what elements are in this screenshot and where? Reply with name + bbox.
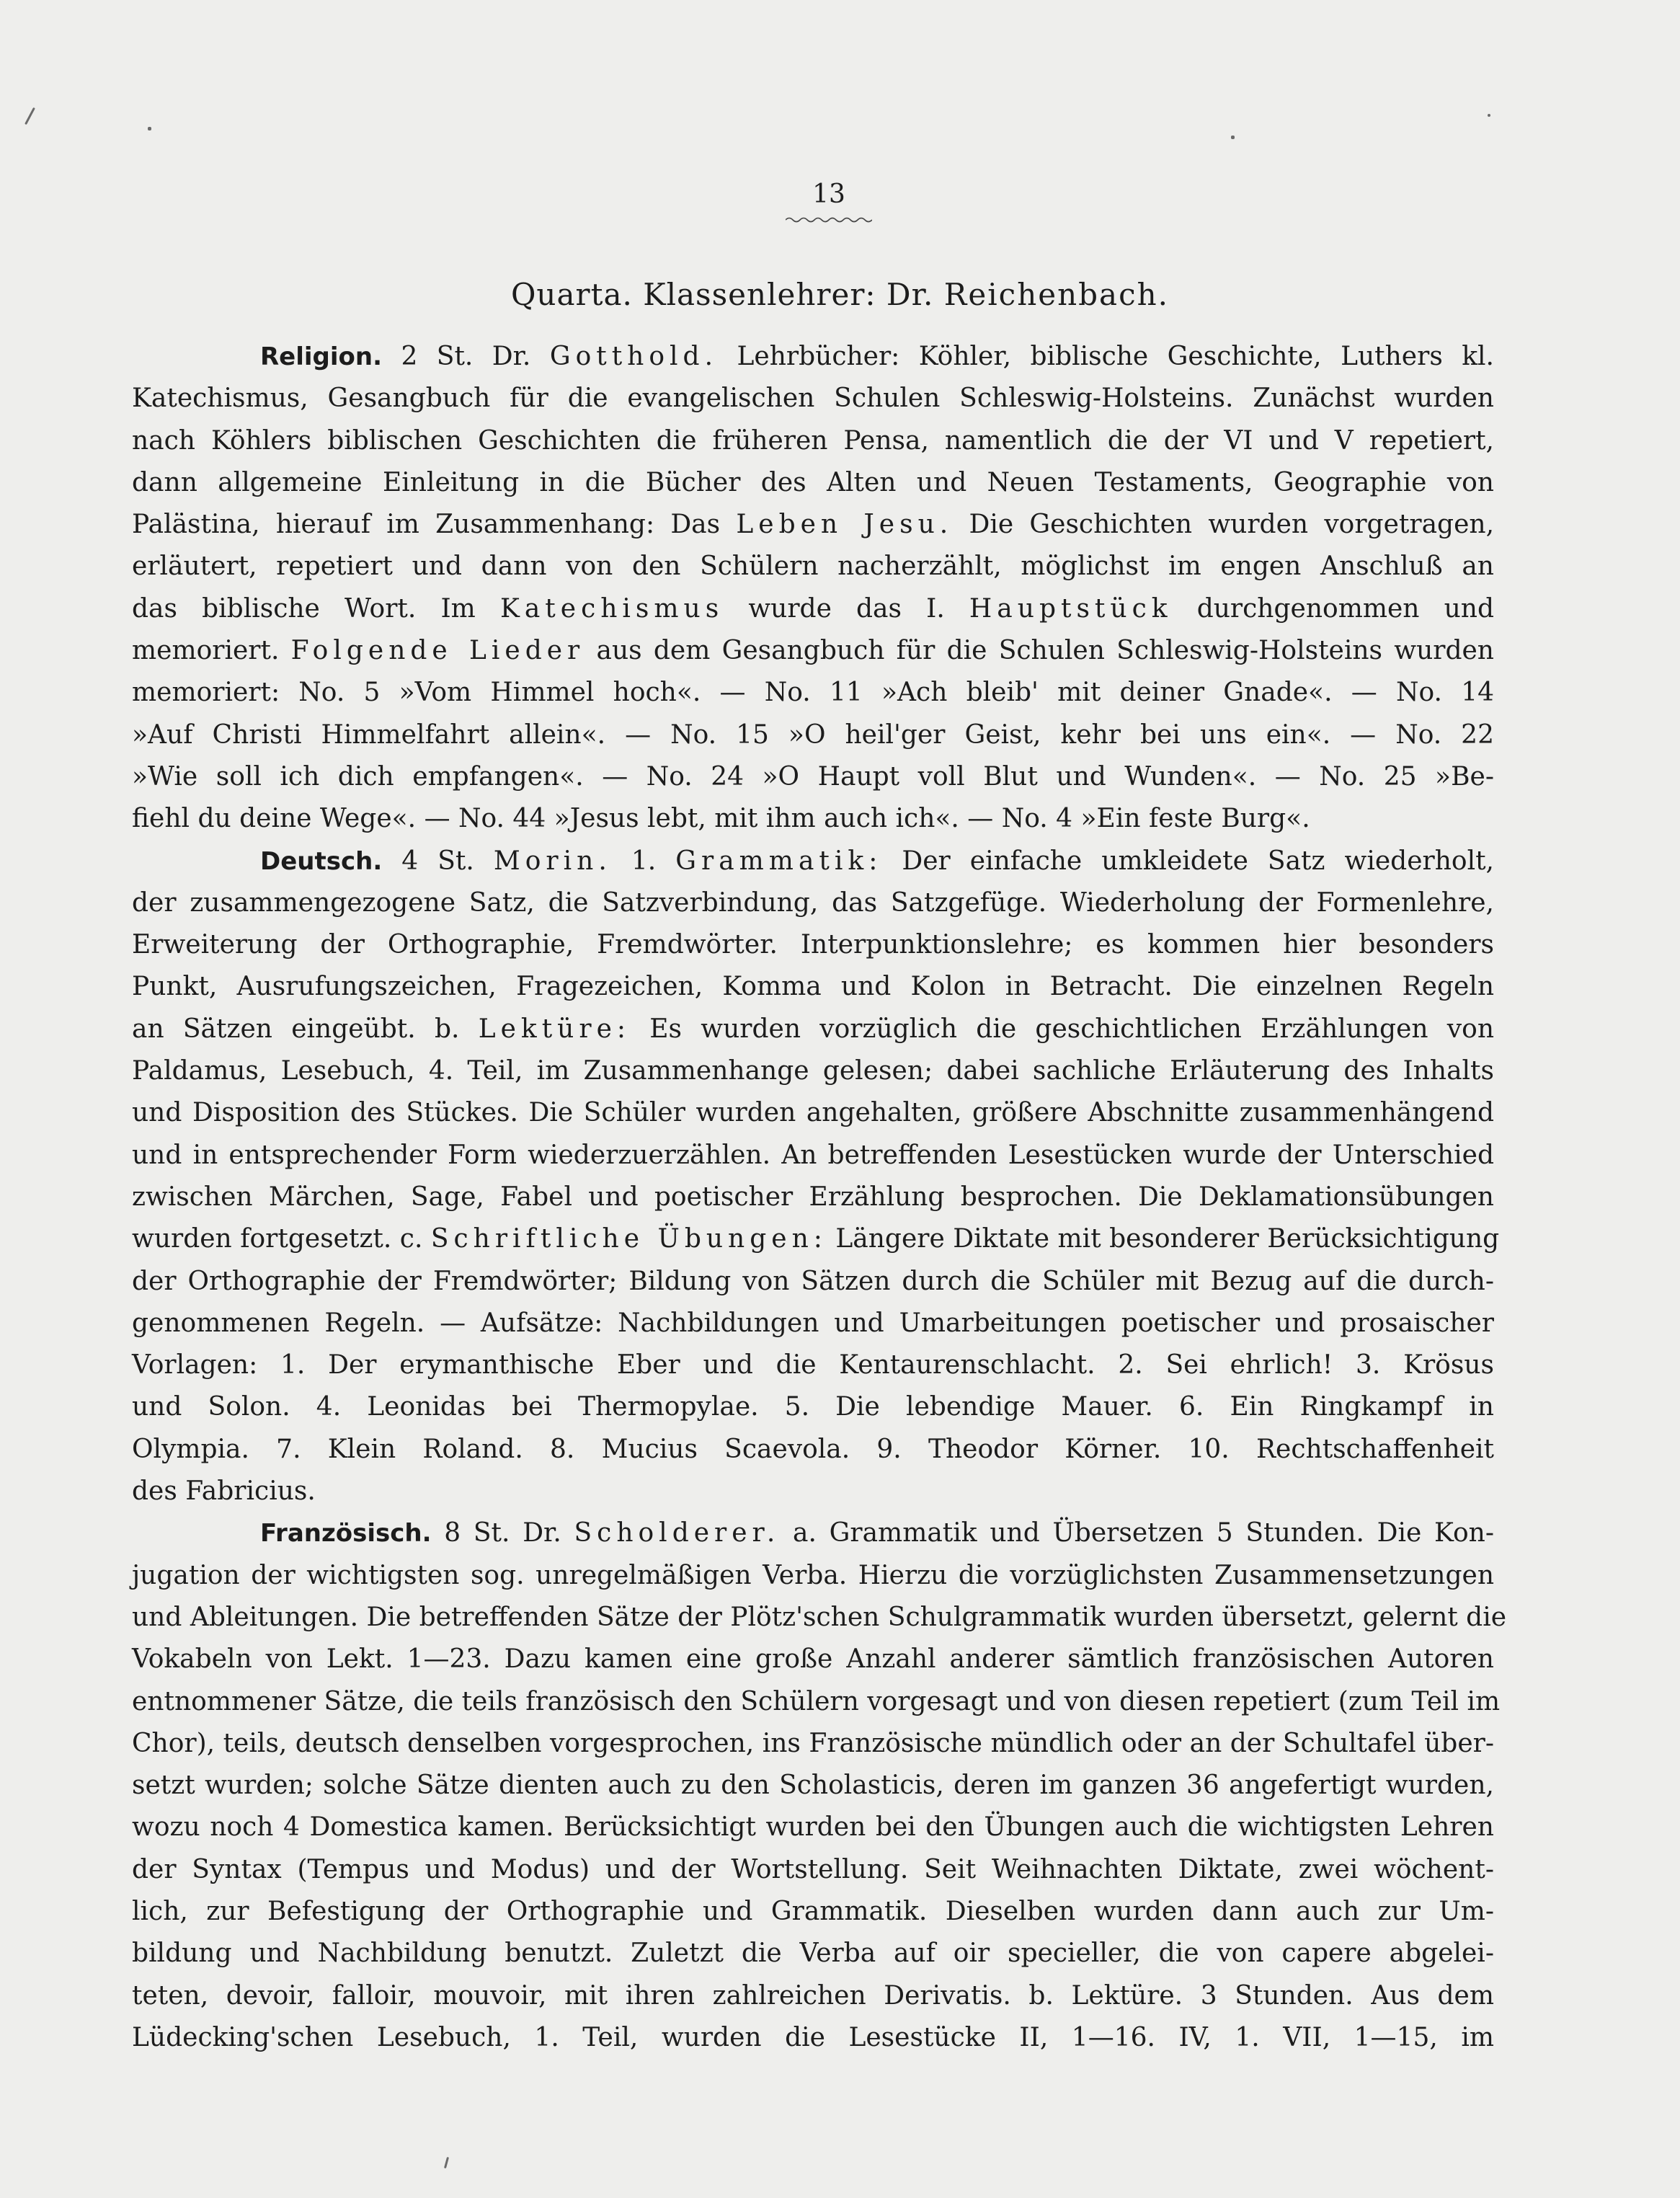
text-line: dann allgemeine Einleitung in die Bücher des Alten und Neuen Testaments, Geographie von: [132, 467, 1494, 497]
text-line: lich, zur Befestigung der Orthographie und Grammatik. Dieselben wurden dann auch zur Um-: [132, 1896, 1494, 1926]
scan-speck: [1231, 136, 1235, 139]
emphasis: Lektüre:: [478, 1014, 631, 1044]
subject-title: Religion.: [260, 342, 383, 371]
text-line: genommenen Regeln. — Aufsätze: Nachbildungen und Umarbeitungen poetischer und prosaischer: [132, 1308, 1494, 1338]
page-number: 13: [812, 180, 845, 209]
text-run: 2 St. Dr.: [382, 342, 550, 371]
text-run: wurden fortgesetzt. c.: [132, 1224, 431, 1254]
text-run: das biblische Wort. Im: [132, 593, 500, 624]
class-heading: [0, 277, 1680, 312]
text-line: Paldamus, Lesebuch, 4. Teil, im Zusammenhange gelesen; dabei sachliche Erläuterung des Inhalts: [132, 1056, 1494, 1086]
text-run: 8 St. Dr.: [431, 1518, 574, 1548]
text-run: Lehrbücher: Köhler, biblische Geschichte, Luthers kl.: [718, 342, 1495, 371]
text-line: [132, 336, 1494, 378]
text-line: nach Köhlers biblischen Geschichten die früheren Pensa, namentlich die der VI und V repetiert,: [132, 425, 1494, 456]
section-deutsch: [132, 841, 1500, 1513]
text-run: Der einfache umkleidete Satz wiederholt,: [882, 846, 1495, 876]
text-line: der zusammengezogene Satz, die Satzverbindung, das Satzgefüge. Wiederholung der Formenlehre,: [132, 887, 1494, 918]
subject-title: Deutsch.: [260, 846, 383, 876]
heading-prefix: Quarta. Klassenlehrer: Dr.: [510, 277, 944, 312]
text-line: wozu noch 4 Domestica kamen. Berücksichtigt wurden bei den Übungen auch die wichtigsten Lehren: [132, 1812, 1494, 1843]
text-line: und Disposition des Stückes. Die Schüler wurden angehalten, größere Abschnitte zusammenhängend: [132, 1098, 1494, 1128]
text-run: an Sätzen eingeübt. b.: [132, 1014, 479, 1044]
text-line: der Syntax (Tempus und Modus) und der Wortstellung. Seit Weihnachten Diktate, zwei wöchent-: [132, 1854, 1494, 1884]
text-run: wurde das I.: [724, 593, 969, 624]
body-text: [132, 336, 1507, 2059]
text-line: [132, 504, 1494, 546]
text-run: 1.: [611, 846, 676, 876]
text-line: memoriert: No. 5 »Vom Himmel hoch«. — No. 11 »Ach bleib' mit deiner Gnade«. — No. 14: [132, 678, 1494, 708]
text-line: fiehl du deine Wege«. — No. 44 »Jesus lebt, mit ihm auch ich«. — No. 4 »Ein feste Burg«.: [132, 804, 1310, 834]
text-run: 4 St.: [382, 846, 494, 876]
subject-title: Französisch.: [260, 1519, 432, 1548]
text-line: Katechismus, Gesangbuch für die evangelischen Schulen Schleswig-Holsteins. Zunächst wurden: [132, 384, 1494, 414]
text-line: des Fabricius.: [132, 1476, 316, 1507]
text-run: aus dem Gesangbuch für die Schulen Schleswig-Holsteins wurden: [585, 636, 1494, 666]
text-line: Punkt, Ausrufungszeichen, Fragezeichen, Komma und Kolon in Betracht. Die einzelnen Regeln: [132, 972, 1494, 1002]
emphasis: Grammatik:: [675, 846, 883, 876]
text-line: Olympia. 7. Klein Roland. 8. Mucius Scaevola. 9. Theodor Körner. 10. Rechtschaffenheit: [132, 1434, 1494, 1464]
emphasis: Katechismus: [499, 593, 724, 624]
text-line: [132, 1218, 1500, 1260]
text-line: [132, 630, 1494, 672]
text-line: Chor), teils, deutsch denselben vorgesprochen, ins Französische mündlich oder an der Schultafel über-: [132, 1728, 1494, 1758]
text-line: [132, 1009, 1494, 1050]
text-line: setzt wurden; solche Sätze dienten auch zu den Scholasticis, deren im ganzen 36 angefertigt wurden,: [132, 1771, 1494, 1801]
text-run: memoriert.: [132, 636, 291, 666]
text-run: a. Grammatik und Übersetzen 5 Stunden. Die Kon-: [780, 1518, 1495, 1548]
text-line: Vokabeln von Lekt. 1—23. Dazu kamen eine große Anzahl anderer sämtlich französischen Autoren: [132, 1644, 1494, 1675]
page-number-underline-ornament: [786, 216, 872, 223]
emphasis: Hauptstück: [969, 593, 1173, 624]
text-line: [132, 1512, 1494, 1554]
text-run: Längere Diktate mit besonderer Berücksichtigung: [827, 1224, 1500, 1254]
heading-teacher-name: Reichenbach.: [943, 277, 1170, 312]
emphasis: Leben Jesu.: [736, 510, 954, 540]
text-run: durchgenommen und: [1172, 593, 1494, 624]
text-line: [132, 841, 1494, 882]
teacher-name: Gotthold.: [549, 342, 719, 371]
text-line: entnommener Sätze, die teils französisch den Schülern vorgesagt und von diesen repetiert (zum Teil im: [132, 1686, 1501, 1716]
text-line: jugation der wichtigsten sog. unregelmäßigen Verba. Hierzu die vorzüglichsten Zusammensetzungen: [132, 1560, 1494, 1590]
text-line: Lüdecking'schen Lesebuch, 1. Teil, wurden die Lesestücke II, 1—16. IV, 1. VII, 1—15, im: [132, 2022, 1494, 2052]
scan-speck: [444, 2157, 449, 2168]
text-run: Es wurden vorzüglich die geschichtlichen Erzählungen von: [631, 1014, 1495, 1044]
text-line: und in entsprechender Form wiederzuerzählen. An betreffenden Lesestücken wurde der Unterschied: [132, 1140, 1494, 1170]
text-run: Palästina, hierauf im Zusammenhang: Das: [132, 510, 737, 540]
scan-speck: [148, 127, 151, 130]
emphasis: Schriftliche Übungen:: [430, 1224, 827, 1254]
text-line: teten, devoir, falloir, mouvoir, mit ihren zahlreichen Derivatis. b. Lektüre. 3 Stunden. Aus dem: [132, 1980, 1494, 2011]
scan-speck: [25, 107, 35, 125]
text-run: Die Geschichten wurden vorgetragen,: [953, 510, 1495, 540]
text-line: und Ableitungen. Die betreffenden Sätze der Plötz'schen Schulgrammatik wurden übersetzt, gelernt die: [132, 1602, 1507, 1632]
text-line: »Wie soll ich dich empfangen«. — No. 24 »O Haupt voll Blut und Wunden«. — No. 25 »Be-: [132, 761, 1494, 792]
teacher-name: Morin.: [493, 846, 612, 876]
section-franzoesisch: [132, 1512, 1507, 2059]
text-line: bildung und Nachbildung benutzt. Zuletzt die Verba auf oir specieller, die von capere abgelei-: [132, 1938, 1494, 1969]
text-line: Vorlagen: 1. Der erymanthische Eber und die Kentaurenschlacht. 2. Sei ehrlich! 3. Krösus: [132, 1350, 1494, 1381]
scan-speck: [1488, 114, 1490, 117]
text-line: zwischen Märchen, Sage, Fabel und poetischer Erzählung besprochen. Die Deklamationsübungen: [132, 1182, 1494, 1212]
text-line: der Orthographie der Fremdwörter; Bildung von Sätzen durch die Schüler mit Bezug auf die durch-: [132, 1266, 1494, 1296]
emphasis: Folgende Lieder: [290, 636, 585, 666]
teacher-name: Scholderer.: [574, 1518, 781, 1548]
text-line: [132, 588, 1494, 630]
text-line: erläutert, repetiert und dann von den Schülern nacherzählt, möglichst im engen Anschluß an: [132, 551, 1494, 582]
section-religion: [132, 336, 1494, 841]
text-line: und Solon. 4. Leonidas bei Thermopylae. 5. Die lebendige Mauer. 6. Ein Ringkampf in: [132, 1392, 1494, 1422]
text-line: Erweiterung der Orthographie, Fremdwörter. Interpunktionslehre; es kommen hier besonders: [132, 930, 1494, 960]
text-line: »Auf Christi Himmelfahrt allein«. — No. 15 »O heil'ger Geist, kehr bei uns ein«. — No. 22: [132, 719, 1494, 750]
